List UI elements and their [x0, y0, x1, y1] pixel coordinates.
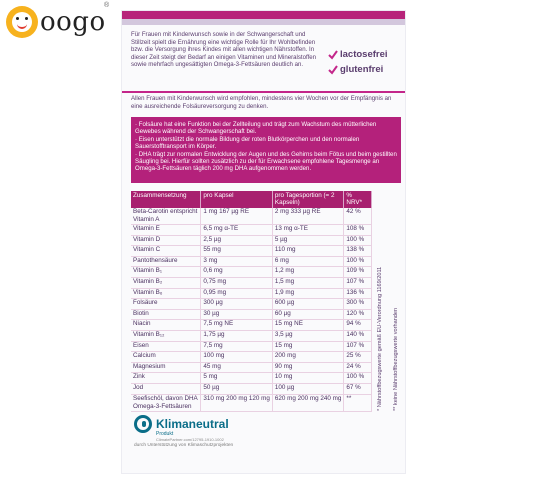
table-cell: 310 mg 200 mg 120 mg	[201, 394, 273, 411]
table-row	[131, 246, 372, 257]
table-cell: 100 %	[344, 373, 372, 384]
logo-text: oogo	[40, 7, 106, 37]
table-header-row	[131, 191, 372, 208]
table-cell: 2 mg 333 µg RE	[272, 208, 344, 225]
table-cell: 110 mg	[272, 246, 344, 257]
table-cell: 600 µg	[272, 299, 344, 310]
table-cell: 7,5 mg	[201, 341, 273, 352]
table-cell: 1,75 µg	[201, 330, 273, 341]
benefit-item: · Eisen unterstützt die normale Bildung der roten Blutkörperchen und den normalen Sauerstofftransport im Körper.	[135, 135, 360, 151]
table-cell: 108 %	[344, 225, 372, 236]
table-cell: 136 %	[344, 288, 372, 299]
klima-id: ClimatePartner.com/12795-1910-1002	[156, 437, 224, 442]
table-cell: 5 µg	[272, 235, 344, 246]
globe-leaf-icon	[134, 415, 152, 433]
table-cell: Jod	[131, 383, 201, 394]
table-cell: 138 %	[344, 246, 372, 257]
table-cell: Beta-Carotin entspricht Vitamin A	[131, 208, 201, 225]
table-cell: 107 %	[344, 277, 372, 288]
table-row	[131, 256, 372, 267]
nutrition-table	[131, 191, 372, 412]
column-header: % NRV*	[344, 191, 372, 208]
table-cell: 45 mg	[201, 362, 273, 373]
table-cell: 0,6 mg	[201, 267, 273, 278]
table-row	[131, 309, 372, 320]
table-cell: Vitamin C	[131, 246, 201, 257]
folic-note: Allen Frauen mit Kinderwunsch wird empfohlen, mindestens vier Wochen vor der Empfängnis an eine ausreichende Folsäureversorgung zu denken.	[131, 95, 392, 110]
table-cell: Magnesium	[131, 362, 201, 373]
table-cell: 100 µg	[272, 383, 344, 394]
table-cell: 13 mg α-TE	[272, 225, 344, 236]
product-package-back	[121, 10, 406, 474]
table-cell: Biotin	[131, 309, 201, 320]
table-cell: Seefischöl, davon DHA Omega-3-Fettsäuren	[131, 394, 201, 411]
table-cell: 300 µg	[201, 299, 273, 310]
table-row	[131, 352, 372, 363]
table-cell: 0,75 mg	[201, 277, 273, 288]
table-cell: 6 mg	[272, 256, 344, 267]
divider-line	[122, 91, 405, 93]
badge-glutenfrei	[328, 64, 400, 75]
table-row	[131, 341, 372, 352]
check-icon	[328, 65, 338, 75]
benefits-list	[135, 121, 397, 173]
table-cell: 1,9 mg	[272, 288, 344, 299]
smiley-logo-icon	[6, 6, 38, 38]
intro-text: Für Frauen mit Kinderwunsch sowie in der Schwangerschaft und Stillzeit spielt die Ernährung eine wichtige Rolle für Ihr Wohlbefinden bzw. die Versorgung ihres Kindes mit allen wichtigen Nährstoffen. In dieser Zeit steigt der Bedarf an einigen Vitaminen und Mineralstoffen sowie mehrfach ungesättigten Omega-3-Fettsäuren deutlich an.	[131, 31, 317, 69]
benefit-item: · DHA trägt zur normalen Entwicklung der Augen und des Gehirns beim Fötus und beim gestillten Säugling bei. Hierfür sollten zusätzlich zu der für Erwachsene empfohlene Tagesmenge an Omega-3-Fettsäuren täglich 200 mg DHA aufgenommen werden.	[135, 150, 397, 173]
klimaneutral-badge	[134, 415, 229, 433]
table-cell: 100 mg	[201, 352, 273, 363]
table-row	[131, 235, 372, 246]
table-cell: 1,5 mg	[272, 277, 344, 288]
table-cell: 5 mg	[201, 373, 273, 384]
table-cell: 200 mg	[272, 352, 344, 363]
table-cell: 15 mg NE	[272, 320, 344, 331]
table-cell: 1,2 mg	[272, 267, 344, 278]
table-cell: Niacin	[131, 320, 201, 331]
table-cell: Pantothensäure	[131, 256, 201, 267]
table-cell: 6,5 mg α-TE	[201, 225, 273, 236]
table-row	[131, 362, 372, 373]
table-row	[131, 299, 372, 310]
table-cell: 50 µg	[201, 383, 273, 394]
table-row	[131, 373, 372, 384]
badges	[328, 49, 400, 79]
table-cell: 30 µg	[201, 309, 273, 320]
registered-mark: ®	[104, 2, 110, 9]
table-cell: 300 %	[344, 299, 372, 310]
table-cell: 3 mg	[201, 256, 273, 267]
table-cell: 140 %	[344, 330, 372, 341]
table-cell: Vitamin B₁₂	[131, 330, 201, 341]
table-row	[131, 330, 372, 341]
table-cell: 90 mg	[272, 362, 344, 373]
table-cell: Vitamin B₂	[131, 277, 201, 288]
column-header: pro Kapsel	[201, 191, 273, 208]
badge-label: glutenfrei	[340, 64, 384, 75]
table-cell: Calcium	[131, 352, 201, 363]
top-light-band	[122, 19, 405, 25]
column-header: Zusammensetzung	[131, 191, 201, 208]
table-cell: 2,5 µg	[201, 235, 273, 246]
table-cell: 15 mg	[272, 341, 344, 352]
table-cell: Vitamin B₁	[131, 267, 201, 278]
column-header: pro Tagesportion (= 2 Kapseln)	[272, 191, 344, 208]
table-cell: 42 %	[344, 208, 372, 225]
table-row	[131, 288, 372, 299]
table-cell: 24 %	[344, 362, 372, 373]
footnote-none: ** keine Nährstoffbezugswerte vorhanden	[393, 307, 399, 411]
table-cell: Eisen	[131, 341, 201, 352]
table-cell: 107 %	[344, 341, 372, 352]
table-row	[131, 394, 372, 411]
table-cell: Vitamin D	[131, 235, 201, 246]
top-color-band	[122, 11, 405, 19]
table-cell: 3,5 µg	[272, 330, 344, 341]
table-cell: 120 %	[344, 309, 372, 320]
benefit-item: · Folsäure hat eine Funktion bei der Zellteilung und trägt zum Wachstum des mütterlichen Gewebes während der Schwangerschaft bei.	[135, 121, 377, 136]
table-row	[131, 225, 372, 236]
badge-label: lactosefrei	[340, 49, 388, 60]
table-row	[131, 277, 372, 288]
klima-footer: durch Unterstützung von Klimaschutzprojekten	[134, 443, 234, 448]
klima-subtitle: Produkt	[156, 431, 174, 437]
table-cell: 7,5 mg NE	[201, 320, 273, 331]
table-cell: 1 mg 167 µg RE	[201, 208, 273, 225]
table-row	[131, 320, 372, 331]
table-cell: 0,95 mg	[201, 288, 273, 299]
check-icon	[328, 50, 338, 60]
badge-lactosefrei	[328, 49, 400, 60]
table-cell: 100 %	[344, 256, 372, 267]
table-cell: **	[344, 394, 372, 411]
table-row	[131, 208, 372, 225]
table-cell: 94 %	[344, 320, 372, 331]
table-cell: Zink	[131, 373, 201, 384]
table-cell: 10 mg	[272, 373, 344, 384]
klima-title: Klimaneutral	[156, 417, 229, 431]
oogo-logo	[6, 6, 106, 38]
footnotes	[373, 223, 399, 423]
table-cell: Vitamin B₆	[131, 288, 201, 299]
footnote-nrv: * Nährstoffbezugswerte gemäß EU-Verordnung 1169/2011	[377, 266, 383, 411]
table-cell: 55 mg	[201, 246, 273, 257]
table-cell: 620 mg 200 mg 240 mg	[272, 394, 344, 411]
table-cell: 67 %	[344, 383, 372, 394]
table-cell: Folsäure	[131, 299, 201, 310]
table-row	[131, 383, 372, 394]
table-row	[131, 267, 372, 278]
table-cell: 60 µg	[272, 309, 344, 320]
table-cell: 25 %	[344, 352, 372, 363]
table-cell: 100 %	[344, 235, 372, 246]
table-cell: 109 %	[344, 267, 372, 278]
table-cell: Vitamin E	[131, 225, 201, 236]
